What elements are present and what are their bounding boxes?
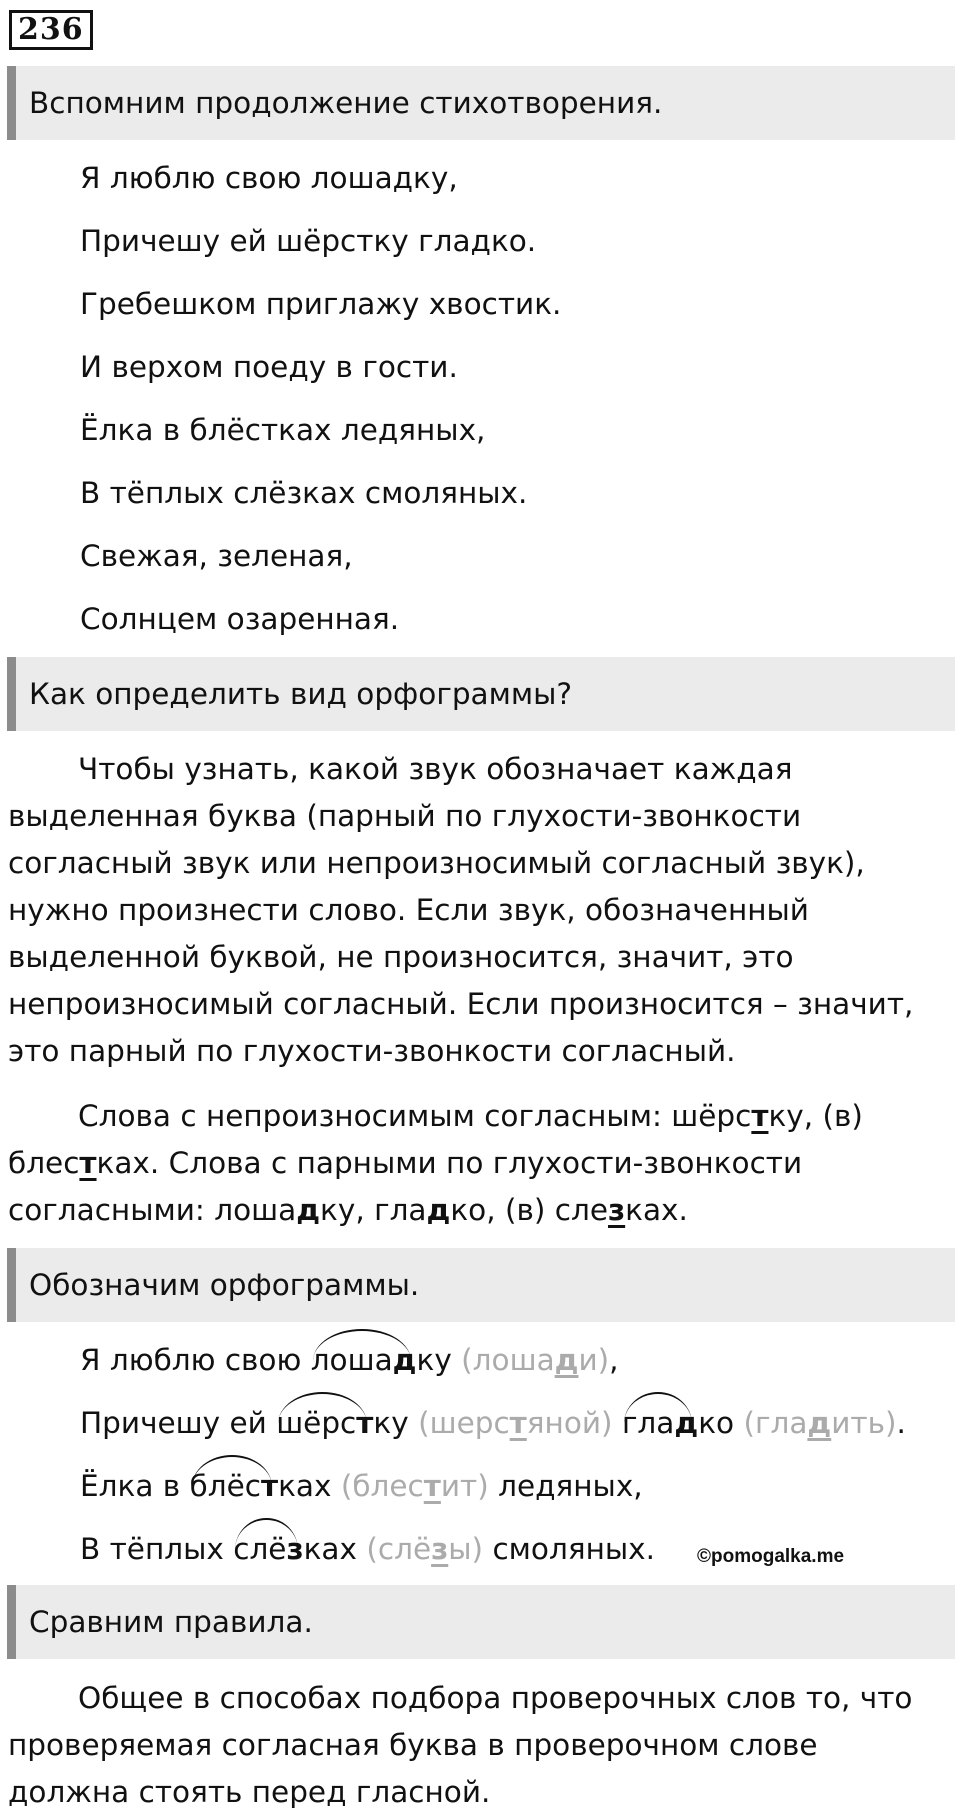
poem-line: Причешу ей шёрстку гладко. [80,224,537,258]
check-word: (блестит) [340,1469,489,1503]
check-word: (слёзы) [366,1532,484,1566]
section-header-mark: Обозначим орфограммы. [7,1248,955,1322]
root-arc-word: шёрст [276,1406,374,1440]
check-word: (шерстяной) [418,1406,613,1440]
check-word: (лошади) [461,1343,610,1377]
marked-line: Причешу ей шёрстку (шерстяной) гладко (гладить). [80,1406,906,1440]
root-arc-word: лошад [310,1343,417,1377]
highlighted-letter: д [296,1193,321,1227]
section-header-how: Как определить вид орфограммы? [7,657,955,731]
poem-line: Я люблю свою лошадку, [80,161,458,195]
poem-line: Ёлка в блёстках ледяных, [80,413,486,447]
marked-line: Я люблю свою лошадку (лошади), [80,1343,619,1377]
poem-line: В тёплых слёзках смоляных. [80,476,528,510]
explanation-paragraph: Чтобы узнать, какой звук обозначает каждая выделенная буква (парный по глухости-звонкости согласный звук или непроизносимый согласный звук), нужно произнести слово. Если звук, обозначенный выделенной буквой, не произносится, значит, это непроизносимый согласный. Если произносится – значит, это парный по глухости-звонкости согласный. [8,752,914,1068]
section-header-recall: Вспомним продолжение стихотворения. [7,66,955,140]
highlighted-letter: т [79,1146,97,1180]
root-arc-word: слёз [233,1532,304,1566]
section-header-compare: Сравним правила. [7,1585,955,1659]
highlighted-letter: з [607,1193,626,1227]
watermark: ©pomogalka.me [697,1546,845,1567]
marked-line: В тёплых слёзках (слёзы) смоляных. [80,1532,655,1566]
poem-line: Свежая, зеленая, [80,539,353,573]
highlighted-letter: т [751,1099,769,1133]
marked-line: Ёлка в блёстках (блестит) ледяных, [80,1469,643,1503]
conclusion-paragraph: Общее в способах подбора проверочных слов то, что проверяемая согласная буква в проверочном слове должна стоять перед гласной. [8,1681,913,1809]
poem-line: Гребешком приглажу хвостик. [80,287,562,321]
check-word: (гладить) [743,1406,897,1440]
task-number: 236 [9,10,93,50]
root-arc-word: блёст [189,1469,279,1503]
poem-line: И верхом поеду в гости. [80,350,458,384]
poem-line: Солнцем озаренная. [80,602,400,636]
root-arc-word: глад [621,1406,699,1440]
highlighted-letter: д [426,1193,451,1227]
words-paragraph: Слова с непроизносимым согласным: шёрстку, (в) блестках. Слова с парными по глухости-звонкости согласными: лошадку, гладко, (в) слезках. [8,1099,863,1227]
